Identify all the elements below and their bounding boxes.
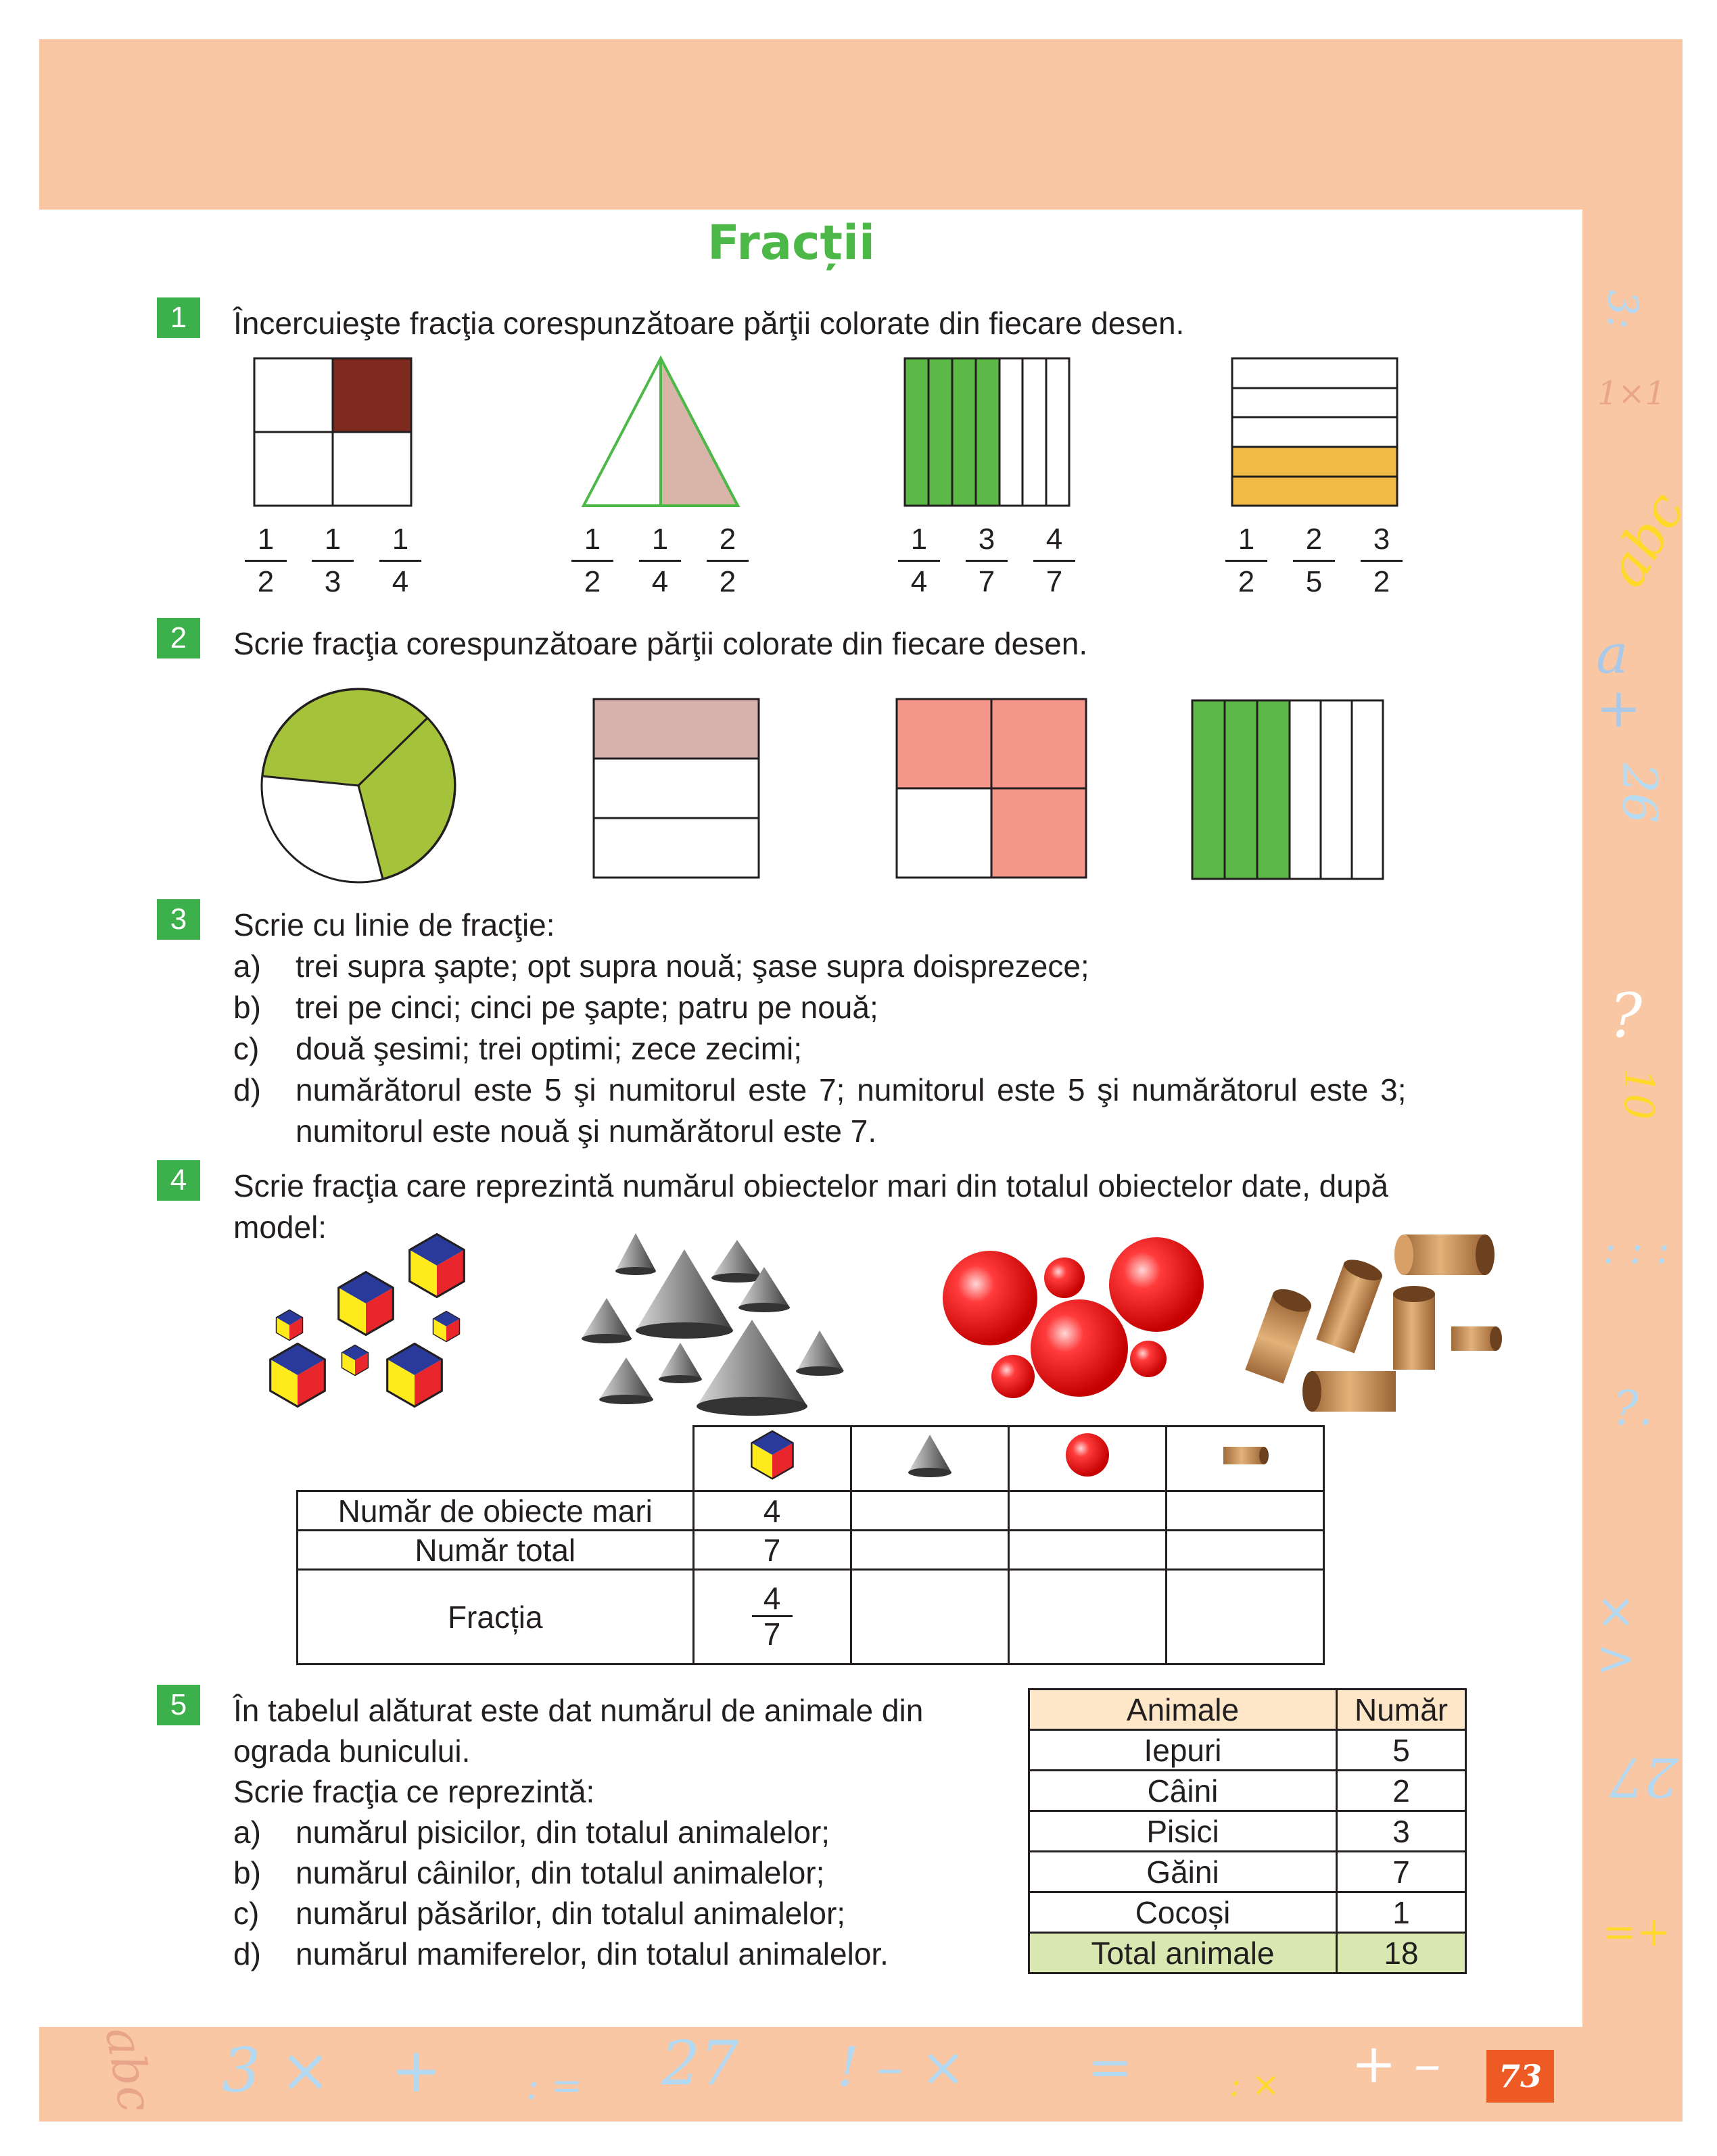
decor-glyph: + bbox=[391, 2035, 442, 2106]
fraction-choice[interactable]: $\frac{1}{4}$ bbox=[898, 522, 940, 600]
animals-table bbox=[1028, 1688, 1467, 1974]
exercise-3-item-a: trei supra şapte; opt supra nouă; şase supra doisprezece; bbox=[296, 949, 1089, 984]
header-count: Număr bbox=[1337, 1690, 1466, 1730]
exercise-4-table bbox=[296, 1425, 1325, 1665]
fraction-choice[interactable]: $\frac{1}{2}$ bbox=[1225, 522, 1267, 600]
item-label: b) bbox=[233, 990, 261, 1025]
ball-group bbox=[943, 1237, 1204, 1398]
header-tube-icon bbox=[1166, 1427, 1323, 1491]
total-count: 18 bbox=[1337, 1933, 1466, 1973]
decor-glyph: + – bbox=[1351, 2032, 1441, 2095]
decor-glyph: =+ bbox=[1603, 1909, 1671, 1956]
decor-glyph: a + bbox=[1596, 623, 1642, 740]
exercise-5-text-line: ograda bunicului. bbox=[233, 1733, 471, 1769]
fraction-choice[interactable]: $\frac{1}{3}$ bbox=[312, 522, 354, 600]
decor-glyph: abc bbox=[1594, 481, 1697, 598]
exercise-5-text-line: Scrie fracţia ce reprezintă: bbox=[233, 1774, 595, 1809]
decor-glyph: ?. bbox=[1613, 1381, 1653, 1436]
cone-group bbox=[582, 1233, 844, 1416]
exercise-1-badge: 1 bbox=[157, 297, 200, 338]
answer-cell[interactable] bbox=[851, 1491, 1008, 1531]
item-label: a) bbox=[233, 1815, 261, 1850]
decor-glyph: 1×1 bbox=[1597, 375, 1666, 412]
exercise-5-badge: 5 bbox=[157, 1685, 200, 1725]
exercise-5-item-d: numărul mamiferelor, din totalul animalelor. bbox=[296, 1936, 889, 1971]
item-label: c) bbox=[233, 1031, 260, 1066]
exercise-1-instruction: Încercuieşte fracţia corespunzătoare părţii colorate din fiecare desen. bbox=[233, 306, 1185, 341]
answer-cell[interactable] bbox=[1166, 1491, 1323, 1531]
decor-glyph: 26 bbox=[1612, 763, 1668, 823]
fraction-choice[interactable]: $\frac{1}{2}$ bbox=[245, 522, 287, 600]
decor-glyph: 3 × bbox=[222, 2035, 331, 2106]
fraction-choice[interactable]: $\frac{3}{7}$ bbox=[966, 522, 1008, 600]
decor-glyph: 27 bbox=[1609, 1746, 1678, 1808]
fraction-choice[interactable]: $\frac{4}{7}$ bbox=[1033, 522, 1075, 600]
exercise-4-instruction-cont: model: bbox=[233, 1209, 327, 1245]
decor-glyph: 27 bbox=[661, 2028, 739, 2099]
row-label-total: Număr total bbox=[298, 1531, 694, 1570]
animal-name: Câini bbox=[1029, 1771, 1337, 1811]
animal-count: 1 bbox=[1337, 1892, 1466, 1933]
row-label-large: Număr de obiecte mari bbox=[298, 1491, 694, 1531]
decor-glyph: × > bbox=[1596, 1583, 1636, 1686]
exercise-3-item-b: trei pe cinci; cinci pe şapte; patru pe nouă; bbox=[296, 990, 878, 1025]
exercise-5-text-line: În tabelul alăturat este dat numărul de animale din bbox=[233, 1693, 924, 1728]
exercise-5-item-a: numărul pisicilor, din totalul animalelor; bbox=[296, 1815, 830, 1850]
page-number: 73 bbox=[1486, 2050, 1554, 2103]
decor-glyph: 3: bbox=[1599, 289, 1647, 330]
item-label: c) bbox=[233, 1896, 260, 1931]
decor-glyph: 10 bbox=[1615, 1068, 1663, 1120]
decor-glyph: : = bbox=[526, 2064, 583, 2108]
cube-large-count: 4 bbox=[693, 1491, 851, 1531]
animal-count: 2 bbox=[1337, 1771, 1466, 1811]
header-cone-icon bbox=[851, 1427, 1008, 1491]
cube-group bbox=[271, 1235, 465, 1407]
fraction-choice[interactable]: $\frac{2}{2}$ bbox=[707, 522, 749, 600]
answer-cell[interactable] bbox=[1008, 1531, 1166, 1570]
exercise-5-item-b: numărul câinilor, din totalul animalelor; bbox=[296, 1855, 825, 1890]
decor-glyph: ? bbox=[1609, 980, 1643, 1051]
fraction-choice[interactable]: $\frac{1}{4}$ bbox=[639, 522, 681, 600]
item-label: d) bbox=[233, 1072, 261, 1107]
tube-group bbox=[1245, 1235, 1502, 1412]
exercise-4-instruction: Scrie fracţia care reprezintă numărul obiectelor mari din totalul obiectelor date, după bbox=[233, 1168, 1388, 1203]
animal-name: Pisici bbox=[1029, 1811, 1337, 1852]
fraction-choice[interactable]: $\frac{1}{4}$ bbox=[379, 522, 421, 600]
exercise-2-instruction: Scrie fracţia corespunzătoare părţii colorate din fiecare desen. bbox=[233, 626, 1088, 661]
animal-count: 7 bbox=[1337, 1852, 1466, 1892]
cube-total-count: 7 bbox=[693, 1531, 851, 1570]
animal-name: Găini bbox=[1029, 1852, 1337, 1892]
header-animal: Animale bbox=[1029, 1690, 1337, 1730]
decor-glyph: : : : bbox=[1603, 1226, 1670, 1273]
decor-glyph: ! – × bbox=[837, 2036, 966, 2099]
exercise-3-item-d: numărătorul este 5 şi numitorul este 7; numitorul este 5 şi numărătorul este 3; bbox=[296, 1072, 1407, 1107]
page-title: Fracții bbox=[707, 215, 876, 270]
fraction-choice[interactable]: $\frac{2}{5}$ bbox=[1293, 522, 1335, 600]
decor-glyph: : × bbox=[1229, 2065, 1280, 2104]
fraction-choice[interactable]: $\frac{1}{2}$ bbox=[571, 522, 613, 600]
answer-cell[interactable] bbox=[1166, 1531, 1323, 1570]
row-label-fraction: Fracția bbox=[298, 1570, 694, 1664]
exercise-3-badge: 3 bbox=[157, 899, 200, 940]
total-label: Total animale bbox=[1029, 1933, 1337, 1973]
exercise-4-badge: 4 bbox=[157, 1160, 200, 1201]
exercise-3-instruction: Scrie cu linie de fracţie: bbox=[233, 907, 555, 942]
animal-count: 5 bbox=[1337, 1730, 1466, 1771]
answer-cell[interactable] bbox=[1008, 1570, 1166, 1664]
fraction-choice[interactable]: $\frac{3}{2}$ bbox=[1361, 522, 1403, 600]
header-ball-icon bbox=[1008, 1427, 1166, 1491]
answer-cell[interactable] bbox=[851, 1570, 1008, 1664]
exercise-3-item-d-cont: numitorul este nouă şi numărătorul este 7. bbox=[296, 1113, 877, 1149]
item-label: b) bbox=[233, 1855, 261, 1890]
decor-glyph: = bbox=[1087, 2036, 1133, 2099]
item-label: a) bbox=[233, 949, 261, 984]
decor-glyph: abc bbox=[94, 2022, 164, 2117]
answer-cell[interactable] bbox=[1008, 1491, 1166, 1531]
exercise-3-item-c: două şesimi; trei optimi; zece zecimi; bbox=[296, 1031, 803, 1066]
item-label: d) bbox=[233, 1936, 261, 1971]
answer-cell[interactable] bbox=[1166, 1570, 1323, 1664]
animal-count: 3 bbox=[1337, 1811, 1466, 1852]
exercise-5-item-c: numărul păsărilor, din totalul animalelor; bbox=[296, 1896, 846, 1931]
animal-name: Iepuri bbox=[1029, 1730, 1337, 1771]
answer-cell[interactable] bbox=[851, 1531, 1008, 1570]
cube-fraction: $\frac{4}{7}$ bbox=[693, 1570, 851, 1664]
exercise-2-badge: 2 bbox=[157, 618, 200, 658]
right-border bbox=[1582, 39, 1697, 2118]
bottom-border bbox=[39, 2022, 1683, 2122]
animal-name: Cocoși bbox=[1029, 1892, 1337, 1933]
header-cube-icon bbox=[693, 1427, 851, 1491]
